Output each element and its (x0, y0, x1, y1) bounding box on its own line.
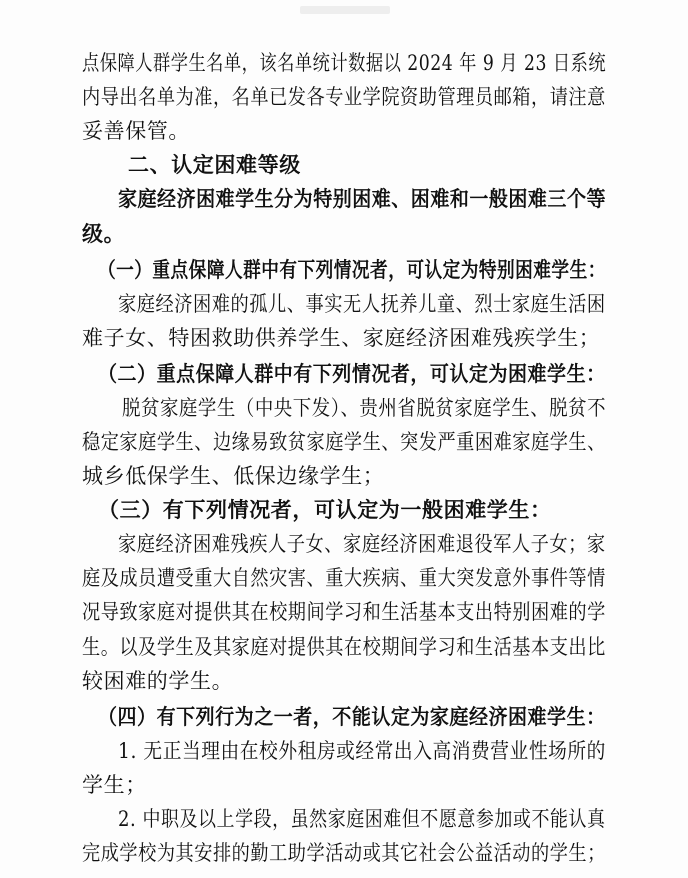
body-text-line: 妥善保管。 (82, 119, 190, 144)
section-heading: 二、认定困难等级 (128, 152, 301, 178)
body-text-line: 庭及成员遭受重大自然灾害、重大疾病、重大突发意外事件等情 (82, 566, 606, 591)
subheading-2: （二）重点保障人群中有下列情况者，可认定为困难学生： (98, 360, 606, 386)
scan-artifact (300, 6, 390, 14)
body-text-line: 生。以及学生及其家庭对提供其在校期间学习和生活基本支出比 (82, 634, 606, 659)
body-text-line: 况导致家庭对提供其在校期间学习和生活基本支出特别困难的学 (82, 600, 606, 625)
body-text-line: 点保障人群学生名单，该名单统计数据以 2024 年 9 月 23 日系统 (82, 51, 607, 75)
subheading-3: （三）有下列情况者，可认定为一般困难学生： (98, 497, 552, 523)
list-item-line: 学生； (82, 772, 147, 797)
body-text-line: 稳定家庭学生、边缘易致贫家庭学生、突发严重困难家庭学生、 (82, 429, 606, 454)
subheading-4: （四）有下列行为之一者，不能认定为家庭经济困难学生： (98, 703, 606, 729)
intro-text-line: 级。 (82, 220, 126, 246)
body-text-line: 难子女、特困救助供养学生、家庭经济困难残疾学生； (82, 325, 601, 350)
intro-text-line: 家庭经济困难学生分为特别困难、困难和一般困难三个等 (118, 186, 606, 212)
list-item-line: 1. 无正当理由在校外租房或经常出入高消费营业性场所的 (118, 738, 606, 763)
body-text-line: 家庭经济困难残疾人子女、家庭经济困难退役军人子女；家 (118, 532, 606, 557)
list-item-line: 2. 中职及以上学段，虽然家庭困难但不愿意参加或不能认真 (118, 806, 606, 831)
body-text-line: 较困难的学生。 (82, 668, 234, 693)
list-item-line: 完成学校为其安排的勤工助学活动或其它社会公益活动的学生； (82, 841, 606, 865)
body-text-line: 脱贫家庭学生（中央下发）、贵州省脱贫家庭学生、脱贫不 (122, 395, 607, 420)
body-text-line: 家庭经济困难的孤儿、事实无人抚养儿童、烈士家庭生活困 (118, 291, 606, 316)
body-text-line: 内导出名单为准，名单已发各专业学院资助管理员邮箱，请注意 (82, 85, 606, 110)
subheading-1: （一）重点保障人群中有下列情况者，可认定为特别困难学生： (98, 256, 606, 282)
body-text-line: 城乡低保学生、低保边缘学生； (82, 464, 385, 488)
